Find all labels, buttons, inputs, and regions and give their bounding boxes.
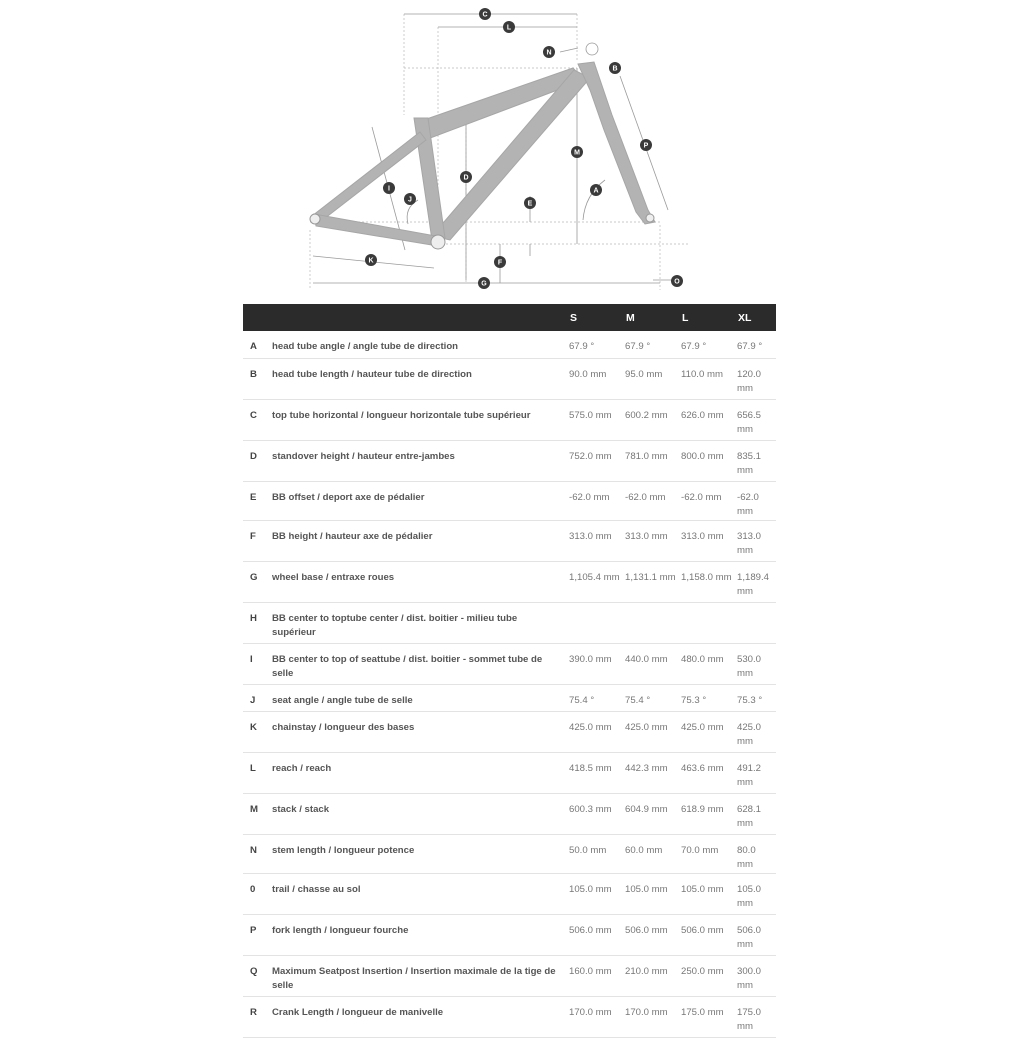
row-value-s: 418.5 mm <box>568 752 624 793</box>
header-size-m: M <box>624 304 680 331</box>
row-value-l: 618.9 mm <box>680 793 736 834</box>
row-value-s: 75.4 ° <box>568 684 624 711</box>
svg-text:N: N <box>546 49 552 57</box>
table-row <box>243 684 776 711</box>
row-value-l: 175.0 mm <box>680 996 736 1037</box>
row-value-m <box>624 602 680 643</box>
table-row <box>243 399 776 440</box>
row-description: stack / stack <box>271 793 568 834</box>
row-value-s <box>568 602 624 643</box>
row-value-m: 506.0 mm <box>624 914 680 955</box>
row-description: wheel base / entraxe roues <box>271 561 568 602</box>
row-letter: C <box>243 399 271 440</box>
table-row <box>243 561 776 602</box>
svg-text:G: G <box>481 280 487 288</box>
row-letter: I <box>243 643 271 684</box>
label-g-marker <box>478 277 490 289</box>
row-value-xl: 628.1 mm <box>736 793 776 834</box>
label-n-marker <box>543 46 555 58</box>
row-value-xl: 120.0 mm <box>736 358 776 399</box>
row-letter: D <box>243 440 271 481</box>
table-row <box>243 834 776 873</box>
row-value-xl: 530.0 mm <box>736 643 776 684</box>
row-description: head tube angle / angle tube de direction <box>271 331 568 358</box>
row-value-l: 110.0 mm <box>680 358 736 399</box>
row-description: Crank Length / longueur de manivelle <box>271 996 568 1037</box>
svg-text:C: C <box>482 11 488 19</box>
row-value-s: 752.0 mm <box>568 440 624 481</box>
row-letter: M <box>243 793 271 834</box>
table-row <box>243 955 776 996</box>
table-row <box>243 520 776 561</box>
row-value-xl: 313.0 mm <box>736 520 776 561</box>
svg-text:F: F <box>497 259 503 267</box>
row-value-xl: 506.0 mm <box>736 914 776 955</box>
row-value-l: 506.0 mm <box>680 914 736 955</box>
row-value-xl: -62.0 mm <box>736 481 776 520</box>
row-value-m: 210.0 mm <box>624 955 680 996</box>
row-value-l: 800.0 mm <box>680 440 736 481</box>
table-row <box>243 358 776 399</box>
row-letter: N <box>243 834 271 873</box>
label-e-marker <box>524 197 536 209</box>
table-header-row <box>243 304 776 331</box>
row-description: fork length / longueur fourche <box>271 914 568 955</box>
row-letter: L <box>243 752 271 793</box>
header-letter-cell <box>243 304 271 331</box>
row-value-m: 105.0 mm <box>624 873 680 914</box>
row-letter: B <box>243 358 271 399</box>
label-l-marker <box>503 21 515 33</box>
table-row <box>243 996 776 1037</box>
svg-text:J: J <box>408 196 412 204</box>
row-value-l: 463.6 mm <box>680 752 736 793</box>
row-value-xl: 75.3 ° <box>736 684 776 711</box>
row-letter: E <box>243 481 271 520</box>
row-description: BB height / hauteur axe de pédalier <box>271 520 568 561</box>
geometry-table-body <box>243 331 776 1037</box>
header-desc-cell <box>271 304 568 331</box>
row-description: head tube length / hauteur tube de direction <box>271 358 568 399</box>
bike-frame <box>310 62 655 249</box>
row-value-m: 1,131.1 mm <box>624 561 680 602</box>
svg-text:I: I <box>388 185 390 193</box>
row-value-m: 442.3 mm <box>624 752 680 793</box>
label-p-marker <box>640 139 652 151</box>
row-value-s: 425.0 mm <box>568 711 624 752</box>
row-value-xl: 105.0 mm <box>736 873 776 914</box>
svg-text:P: P <box>643 142 649 150</box>
row-value-xl <box>736 602 776 643</box>
row-description: reach / reach <box>271 752 568 793</box>
row-value-l: 70.0 mm <box>680 834 736 873</box>
table-row <box>243 481 776 520</box>
row-value-m: 781.0 mm <box>624 440 680 481</box>
row-value-m: 600.2 mm <box>624 399 680 440</box>
row-value-s: -62.0 mm <box>568 481 624 520</box>
frame-geometry-diagram <box>0 0 1020 300</box>
table-row <box>243 793 776 834</box>
table-row <box>243 602 776 643</box>
row-value-m: 67.9 ° <box>624 331 680 358</box>
label-k-marker <box>365 254 377 266</box>
row-value-m: 604.9 mm <box>624 793 680 834</box>
row-letter: H <box>243 602 271 643</box>
svg-text:L: L <box>506 24 512 32</box>
row-value-xl: 80.0 mm <box>736 834 776 873</box>
row-value-xl: 300.0 mm <box>736 955 776 996</box>
row-value-l <box>680 602 736 643</box>
svg-text:O: O <box>674 278 680 286</box>
table-row <box>243 331 776 358</box>
label-c-marker <box>479 8 491 20</box>
row-value-s: 600.3 mm <box>568 793 624 834</box>
row-letter: R <box>243 996 271 1037</box>
row-description: top tube horizontal / longueur horizontale tube supérieur <box>271 399 568 440</box>
row-value-s: 105.0 mm <box>568 873 624 914</box>
row-value-xl: 835.1 mm <box>736 440 776 481</box>
row-value-l: 626.0 mm <box>680 399 736 440</box>
row-value-l: 105.0 mm <box>680 873 736 914</box>
row-value-l: 313.0 mm <box>680 520 736 561</box>
label-o-marker <box>671 275 683 287</box>
label-i-marker <box>383 182 395 194</box>
row-description: trail / chasse au sol <box>271 873 568 914</box>
svg-text:D: D <box>463 174 469 182</box>
row-value-s: 506.0 mm <box>568 914 624 955</box>
row-description: Maximum Seatpost Insertion / Insertion maximale de la tige de selle <box>271 955 568 996</box>
row-description: stem length / longueur potence <box>271 834 568 873</box>
row-letter: A <box>243 331 271 358</box>
row-letter: P <box>243 914 271 955</box>
svg-text:K: K <box>368 257 374 265</box>
row-value-s: 90.0 mm <box>568 358 624 399</box>
row-value-m: 425.0 mm <box>624 711 680 752</box>
svg-text:M: M <box>574 149 580 157</box>
label-d-marker <box>460 171 472 183</box>
label-a-marker <box>590 184 602 196</box>
row-letter: J <box>243 684 271 711</box>
row-letter: K <box>243 711 271 752</box>
row-value-l: 425.0 mm <box>680 711 736 752</box>
row-value-m: 313.0 mm <box>624 520 680 561</box>
label-m-marker <box>571 146 583 158</box>
table-row <box>243 752 776 793</box>
row-letter: G <box>243 561 271 602</box>
table-row <box>243 914 776 955</box>
label-j-marker <box>404 193 416 205</box>
row-value-s: 170.0 mm <box>568 996 624 1037</box>
row-value-m: 95.0 mm <box>624 358 680 399</box>
row-description: seat angle / angle tube de selle <box>271 684 568 711</box>
row-value-xl: 656.5 mm <box>736 399 776 440</box>
row-value-l: -62.0 mm <box>680 481 736 520</box>
row-value-s: 1,105.4 mm <box>568 561 624 602</box>
row-value-m: 170.0 mm <box>624 996 680 1037</box>
row-value-xl: 491.2 mm <box>736 752 776 793</box>
header-size-xl: XL <box>736 304 776 331</box>
row-description: chainstay / longueur des bases <box>271 711 568 752</box>
row-value-l: 75.3 ° <box>680 684 736 711</box>
row-letter: Q <box>243 955 271 996</box>
row-description: standover height / hauteur entre-jambes <box>271 440 568 481</box>
row-letter: F <box>243 520 271 561</box>
header-size-l: L <box>680 304 736 331</box>
row-value-s: 50.0 mm <box>568 834 624 873</box>
row-description: BB center to toptube center / dist. boitier - milieu tube supérieur <box>271 602 568 643</box>
row-value-l: 480.0 mm <box>680 643 736 684</box>
row-value-xl: 67.9 ° <box>736 331 776 358</box>
geometry-table <box>243 304 776 1038</box>
row-value-xl: 175.0 mm <box>736 996 776 1037</box>
row-letter: 0 <box>243 873 271 914</box>
label-f-marker <box>494 256 506 268</box>
row-value-s: 390.0 mm <box>568 643 624 684</box>
row-value-l: 1,158.0 mm <box>680 561 736 602</box>
row-value-l: 250.0 mm <box>680 955 736 996</box>
row-value-xl: 1,189.4 mm <box>736 561 776 602</box>
row-value-s: 313.0 mm <box>568 520 624 561</box>
row-description: BB center to top of seattube / dist. boitier - sommet tube de selle <box>271 643 568 684</box>
row-description: BB offset / deport axe de pédalier <box>271 481 568 520</box>
header-size-s: S <box>568 304 624 331</box>
row-value-xl: 425.0 mm <box>736 711 776 752</box>
table-row <box>243 711 776 752</box>
row-value-m: 440.0 mm <box>624 643 680 684</box>
table-row <box>243 643 776 684</box>
row-value-l: 67.9 ° <box>680 331 736 358</box>
svg-text:B: B <box>612 65 618 73</box>
row-value-s: 67.9 ° <box>568 331 624 358</box>
table-row <box>243 440 776 481</box>
row-value-s: 575.0 mm <box>568 399 624 440</box>
row-value-m: 75.4 ° <box>624 684 680 711</box>
svg-text:E: E <box>527 200 533 208</box>
svg-text:A: A <box>593 187 599 195</box>
row-value-m: 60.0 mm <box>624 834 680 873</box>
row-value-m: -62.0 mm <box>624 481 680 520</box>
label-b-marker <box>609 62 621 74</box>
table-row <box>243 873 776 914</box>
row-value-s: 160.0 mm <box>568 955 624 996</box>
